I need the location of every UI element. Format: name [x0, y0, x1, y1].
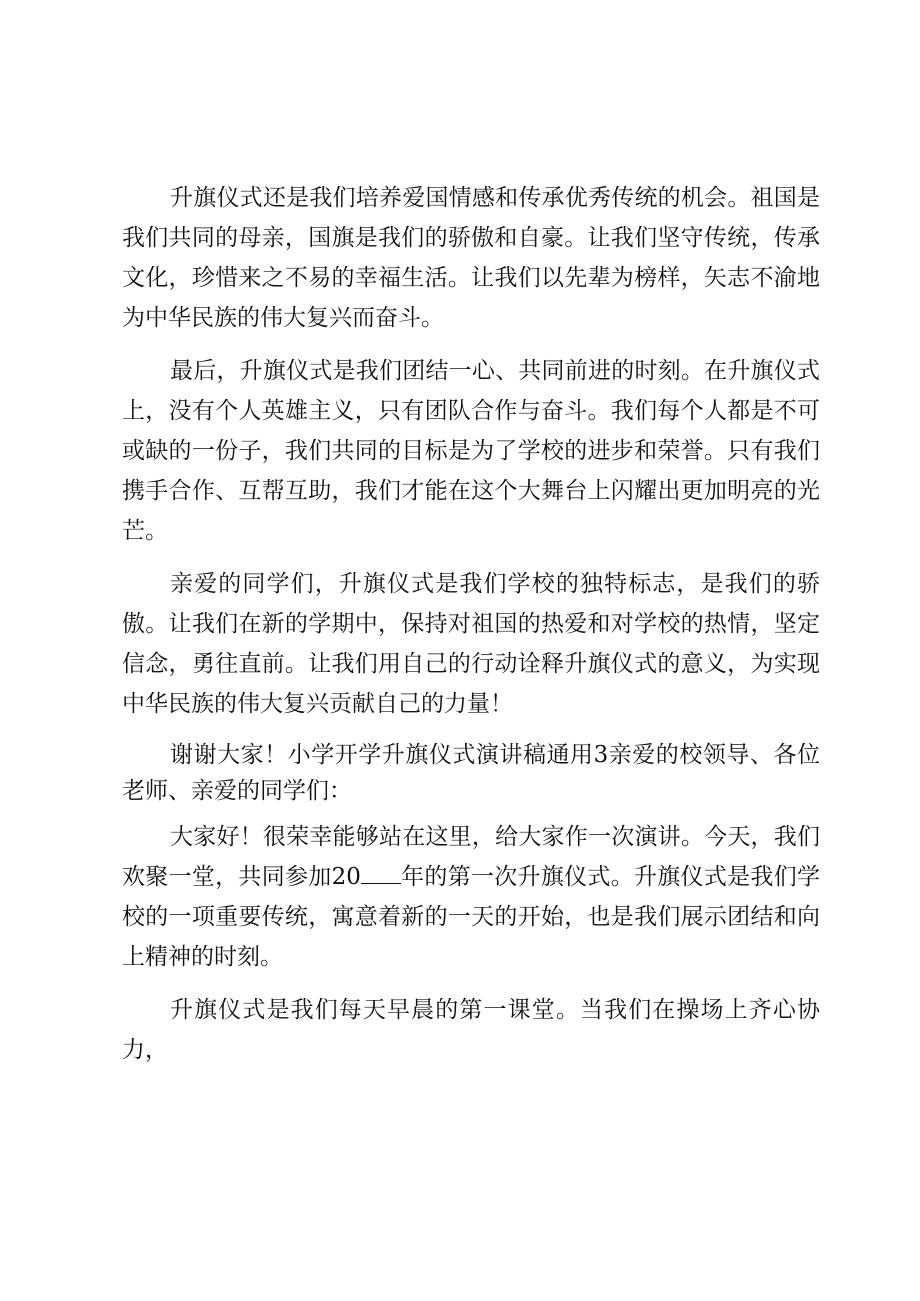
- paragraph-6: 升旗仪式是我们每天早晨的第一课堂。当我们在操场上齐心协力，: [122, 997, 820, 1063]
- paragraph-1: 升旗仪式还是我们培养爱国情感和传承优秀传统的机会。祖国是我们共同的母亲，国旗是我们的骄傲和自豪。让我们坚守传统，传承文化，珍惜来之不易的幸福生活。让我们以先辈为榜样，矢志不渝地为中华民族的伟大复兴而奋斗。: [122, 185, 820, 331]
- paragraph-5-text-a: 大家好！很荣幸能够站在这里，给大家作一次演讲。今天，我们欢聚一堂，共同参加20: [122, 824, 820, 890]
- paragraph-5: [122, 817, 820, 977]
- paragraph-5-text-b: 年的第一次升旗仪式。升旗仪式是我们学校的一项重要传统，寓意着新的一天的开始，也是我们展示团结和向上精神的时刻。: [122, 864, 820, 970]
- fill-in-blank: [361, 861, 401, 884]
- paragraph-3: 亲爱的同学们，升旗仪式是我们学校的独特标志，是我们的骄傲。让我们在新的学期中，保持对祖国的热爱和对学校的热情，坚定信念，勇往直前。让我们用自己的行动诠释升旗仪式的意义，为实现中华民族的伟大复兴贡献自己的力量！: [122, 571, 820, 717]
- document-body: [122, 178, 820, 1083]
- paragraph-4: 谢谢大家！小学开学升旗仪式演讲稿通用3亲爱的校领导、各位老师、亲爱的同学们：: [122, 742, 820, 804]
- paragraph-2: 最后，升旗仪式是我们团结一心、共同前进的时刻。在升旗仪式上，没有个人英雄主义，只有团队合作与奋斗。我们每个人都是不可或缺的一份子，我们共同的目标是为了学校的进步和荣誉。只有我们携手合作、互帮互助，我们才能在这个大舞台上闪耀出更加明亮的光芒。: [122, 358, 820, 544]
